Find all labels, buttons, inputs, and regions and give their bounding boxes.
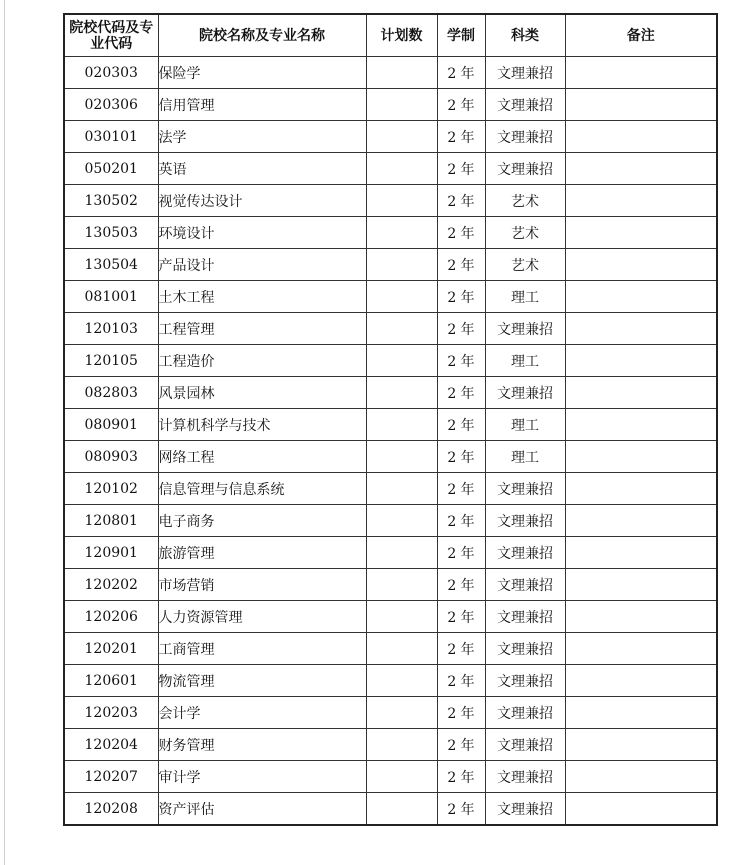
cell-plan-count bbox=[366, 729, 437, 761]
cell-code: 120203 bbox=[64, 697, 158, 729]
cell-note bbox=[565, 377, 717, 409]
cell-note bbox=[565, 409, 717, 441]
cell-note bbox=[565, 761, 717, 793]
cell-code: 120901 bbox=[64, 537, 158, 569]
cell-plan-count bbox=[366, 313, 437, 345]
cell-major-name: 法学 bbox=[158, 121, 366, 153]
cell-duration: 2 年 bbox=[437, 697, 485, 729]
cell-duration: 2 年 bbox=[437, 153, 485, 185]
cell-category: 理工 bbox=[485, 345, 565, 377]
header-note: 备注 bbox=[565, 14, 717, 57]
table-row bbox=[64, 761, 717, 793]
cell-major-name: 工程管理 bbox=[158, 313, 366, 345]
cell-code: 080901 bbox=[64, 409, 158, 441]
cell-duration: 2 年 bbox=[437, 313, 485, 345]
cell-major-name: 会计学 bbox=[158, 697, 366, 729]
table-row bbox=[64, 121, 717, 153]
cell-major-name: 环境设计 bbox=[158, 217, 366, 249]
cell-plan-count bbox=[366, 249, 437, 281]
cell-major-name: 审计学 bbox=[158, 761, 366, 793]
cell-major-name: 产品设计 bbox=[158, 249, 366, 281]
cell-note bbox=[565, 569, 717, 601]
cell-note bbox=[565, 633, 717, 665]
table-row bbox=[64, 377, 717, 409]
admissions-plan-table bbox=[63, 13, 718, 826]
cell-code: 120801 bbox=[64, 505, 158, 537]
cell-duration: 2 年 bbox=[437, 665, 485, 697]
cell-category: 艺术 bbox=[485, 217, 565, 249]
cell-code: 081001 bbox=[64, 281, 158, 313]
cell-major-name: 人力资源管理 bbox=[158, 601, 366, 633]
table-row bbox=[64, 697, 717, 729]
cell-duration: 2 年 bbox=[437, 281, 485, 313]
cell-duration: 2 年 bbox=[437, 473, 485, 505]
cell-category: 文理兼招 bbox=[485, 697, 565, 729]
cell-plan-count bbox=[366, 281, 437, 313]
table-row bbox=[64, 185, 717, 217]
cell-note bbox=[565, 249, 717, 281]
cell-code: 050201 bbox=[64, 153, 158, 185]
table-row bbox=[64, 505, 717, 537]
cell-major-name: 工商管理 bbox=[158, 633, 366, 665]
cell-category: 艺术 bbox=[485, 185, 565, 217]
table-row bbox=[64, 345, 717, 377]
table-row bbox=[64, 57, 717, 89]
cell-code: 130504 bbox=[64, 249, 158, 281]
table-row bbox=[64, 249, 717, 281]
cell-note bbox=[565, 281, 717, 313]
cell-major-name: 计算机科学与技术 bbox=[158, 409, 366, 441]
cell-note bbox=[565, 313, 717, 345]
cell-code: 130503 bbox=[64, 217, 158, 249]
table-row bbox=[64, 281, 717, 313]
cell-plan-count bbox=[366, 569, 437, 601]
cell-code: 120105 bbox=[64, 345, 158, 377]
cell-code: 120202 bbox=[64, 569, 158, 601]
cell-plan-count bbox=[366, 473, 437, 505]
cell-plan-count bbox=[366, 121, 437, 153]
cell-plan-count bbox=[366, 153, 437, 185]
cell-note bbox=[565, 729, 717, 761]
table-row bbox=[64, 313, 717, 345]
cell-category: 文理兼招 bbox=[485, 633, 565, 665]
cell-plan-count bbox=[366, 761, 437, 793]
cell-code: 030101 bbox=[64, 121, 158, 153]
cell-note bbox=[565, 601, 717, 633]
cell-plan-count bbox=[366, 409, 437, 441]
cell-category: 文理兼招 bbox=[485, 57, 565, 89]
cell-duration: 2 年 bbox=[437, 793, 485, 826]
cell-duration: 2 年 bbox=[437, 217, 485, 249]
cell-plan-count bbox=[366, 633, 437, 665]
cell-category: 理工 bbox=[485, 441, 565, 473]
cell-note bbox=[565, 185, 717, 217]
cell-note bbox=[565, 665, 717, 697]
cell-category: 理工 bbox=[485, 281, 565, 313]
cell-category: 文理兼招 bbox=[485, 761, 565, 793]
cell-plan-count bbox=[366, 665, 437, 697]
table-row bbox=[64, 473, 717, 505]
cell-plan-count bbox=[366, 601, 437, 633]
cell-category: 文理兼招 bbox=[485, 793, 565, 826]
table-row bbox=[64, 729, 717, 761]
cell-category: 文理兼招 bbox=[485, 377, 565, 409]
cell-major-name: 资产评估 bbox=[158, 793, 366, 826]
cell-duration: 2 年 bbox=[437, 57, 485, 89]
cell-code: 080903 bbox=[64, 441, 158, 473]
cell-category: 艺术 bbox=[485, 249, 565, 281]
page-edge-line bbox=[4, 0, 5, 865]
cell-major-name: 保险学 bbox=[158, 57, 366, 89]
cell-plan-count bbox=[366, 697, 437, 729]
table-row bbox=[64, 601, 717, 633]
header-name: 院校名称及专业名称 bbox=[158, 14, 366, 57]
cell-code: 020303 bbox=[64, 57, 158, 89]
cell-note bbox=[565, 697, 717, 729]
cell-duration: 2 年 bbox=[437, 185, 485, 217]
cell-note bbox=[565, 153, 717, 185]
cell-note bbox=[565, 89, 717, 121]
table-row bbox=[64, 153, 717, 185]
cell-duration: 2 年 bbox=[437, 569, 485, 601]
cell-note bbox=[565, 473, 717, 505]
cell-major-name: 旅游管理 bbox=[158, 537, 366, 569]
cell-code: 120102 bbox=[64, 473, 158, 505]
cell-major-name: 市场营销 bbox=[158, 569, 366, 601]
cell-plan-count bbox=[366, 89, 437, 121]
cell-major-name: 物流管理 bbox=[158, 665, 366, 697]
table-row bbox=[64, 569, 717, 601]
cell-duration: 2 年 bbox=[437, 345, 485, 377]
cell-plan-count bbox=[366, 377, 437, 409]
cell-duration: 2 年 bbox=[437, 729, 485, 761]
header-years: 学制 bbox=[437, 14, 485, 57]
cell-plan-count bbox=[366, 537, 437, 569]
cell-duration: 2 年 bbox=[437, 121, 485, 153]
table-row bbox=[64, 441, 717, 473]
cell-major-name: 财务管理 bbox=[158, 729, 366, 761]
cell-category: 文理兼招 bbox=[485, 665, 565, 697]
cell-duration: 2 年 bbox=[437, 601, 485, 633]
cell-code: 120206 bbox=[64, 601, 158, 633]
cell-note bbox=[565, 121, 717, 153]
cell-major-name: 电子商务 bbox=[158, 505, 366, 537]
table-row bbox=[64, 793, 717, 826]
cell-duration: 2 年 bbox=[437, 249, 485, 281]
cell-plan-count bbox=[366, 505, 437, 537]
cell-major-name: 英语 bbox=[158, 153, 366, 185]
cell-note bbox=[565, 505, 717, 537]
cell-note bbox=[565, 441, 717, 473]
cell-category: 文理兼招 bbox=[485, 121, 565, 153]
cell-plan-count bbox=[366, 345, 437, 377]
cell-duration: 2 年 bbox=[437, 537, 485, 569]
cell-duration: 2 年 bbox=[437, 441, 485, 473]
cell-major-name: 风景园林 bbox=[158, 377, 366, 409]
cell-major-name: 信用管理 bbox=[158, 89, 366, 121]
cell-major-name: 视觉传达设计 bbox=[158, 185, 366, 217]
cell-code: 120103 bbox=[64, 313, 158, 345]
cell-duration: 2 年 bbox=[437, 505, 485, 537]
table-row bbox=[64, 665, 717, 697]
cell-code: 020306 bbox=[64, 89, 158, 121]
cell-category: 文理兼招 bbox=[485, 505, 565, 537]
cell-category: 文理兼招 bbox=[485, 313, 565, 345]
cell-duration: 2 年 bbox=[437, 633, 485, 665]
header-plan: 计划数 bbox=[366, 14, 437, 57]
cell-plan-count bbox=[366, 793, 437, 826]
cell-code: 120207 bbox=[64, 761, 158, 793]
cell-plan-count bbox=[366, 441, 437, 473]
cell-category: 文理兼招 bbox=[485, 729, 565, 761]
cell-major-name: 土木工程 bbox=[158, 281, 366, 313]
cell-category: 文理兼招 bbox=[485, 153, 565, 185]
cell-major-name: 信息管理与信息系统 bbox=[158, 473, 366, 505]
header-code: 院校代码及专业代码 bbox=[64, 14, 158, 57]
cell-category: 文理兼招 bbox=[485, 601, 565, 633]
cell-plan-count bbox=[366, 185, 437, 217]
cell-note bbox=[565, 793, 717, 826]
cell-category: 理工 bbox=[485, 409, 565, 441]
cell-code: 130502 bbox=[64, 185, 158, 217]
cell-note bbox=[565, 57, 717, 89]
table-row bbox=[64, 633, 717, 665]
cell-major-name: 网络工程 bbox=[158, 441, 366, 473]
cell-code: 120601 bbox=[64, 665, 158, 697]
cell-note bbox=[565, 345, 717, 377]
cell-duration: 2 年 bbox=[437, 409, 485, 441]
table-row bbox=[64, 537, 717, 569]
cell-note bbox=[565, 537, 717, 569]
header-category: 科类 bbox=[485, 14, 565, 57]
cell-duration: 2 年 bbox=[437, 761, 485, 793]
table-row bbox=[64, 217, 717, 249]
cell-category: 文理兼招 bbox=[485, 473, 565, 505]
cell-code: 120208 bbox=[64, 793, 158, 826]
cell-code: 082803 bbox=[64, 377, 158, 409]
table-row bbox=[64, 89, 717, 121]
table-row bbox=[64, 409, 717, 441]
table-header-row bbox=[64, 14, 717, 57]
cell-duration: 2 年 bbox=[437, 377, 485, 409]
cell-plan-count bbox=[366, 217, 437, 249]
cell-code: 120201 bbox=[64, 633, 158, 665]
cell-code: 120204 bbox=[64, 729, 158, 761]
table-body bbox=[64, 57, 717, 826]
cell-category: 文理兼招 bbox=[485, 89, 565, 121]
cell-plan-count bbox=[366, 57, 437, 89]
cell-duration: 2 年 bbox=[437, 89, 485, 121]
cell-note bbox=[565, 217, 717, 249]
cell-major-name: 工程造价 bbox=[158, 345, 366, 377]
cell-category: 文理兼招 bbox=[485, 537, 565, 569]
cell-category: 文理兼招 bbox=[485, 569, 565, 601]
